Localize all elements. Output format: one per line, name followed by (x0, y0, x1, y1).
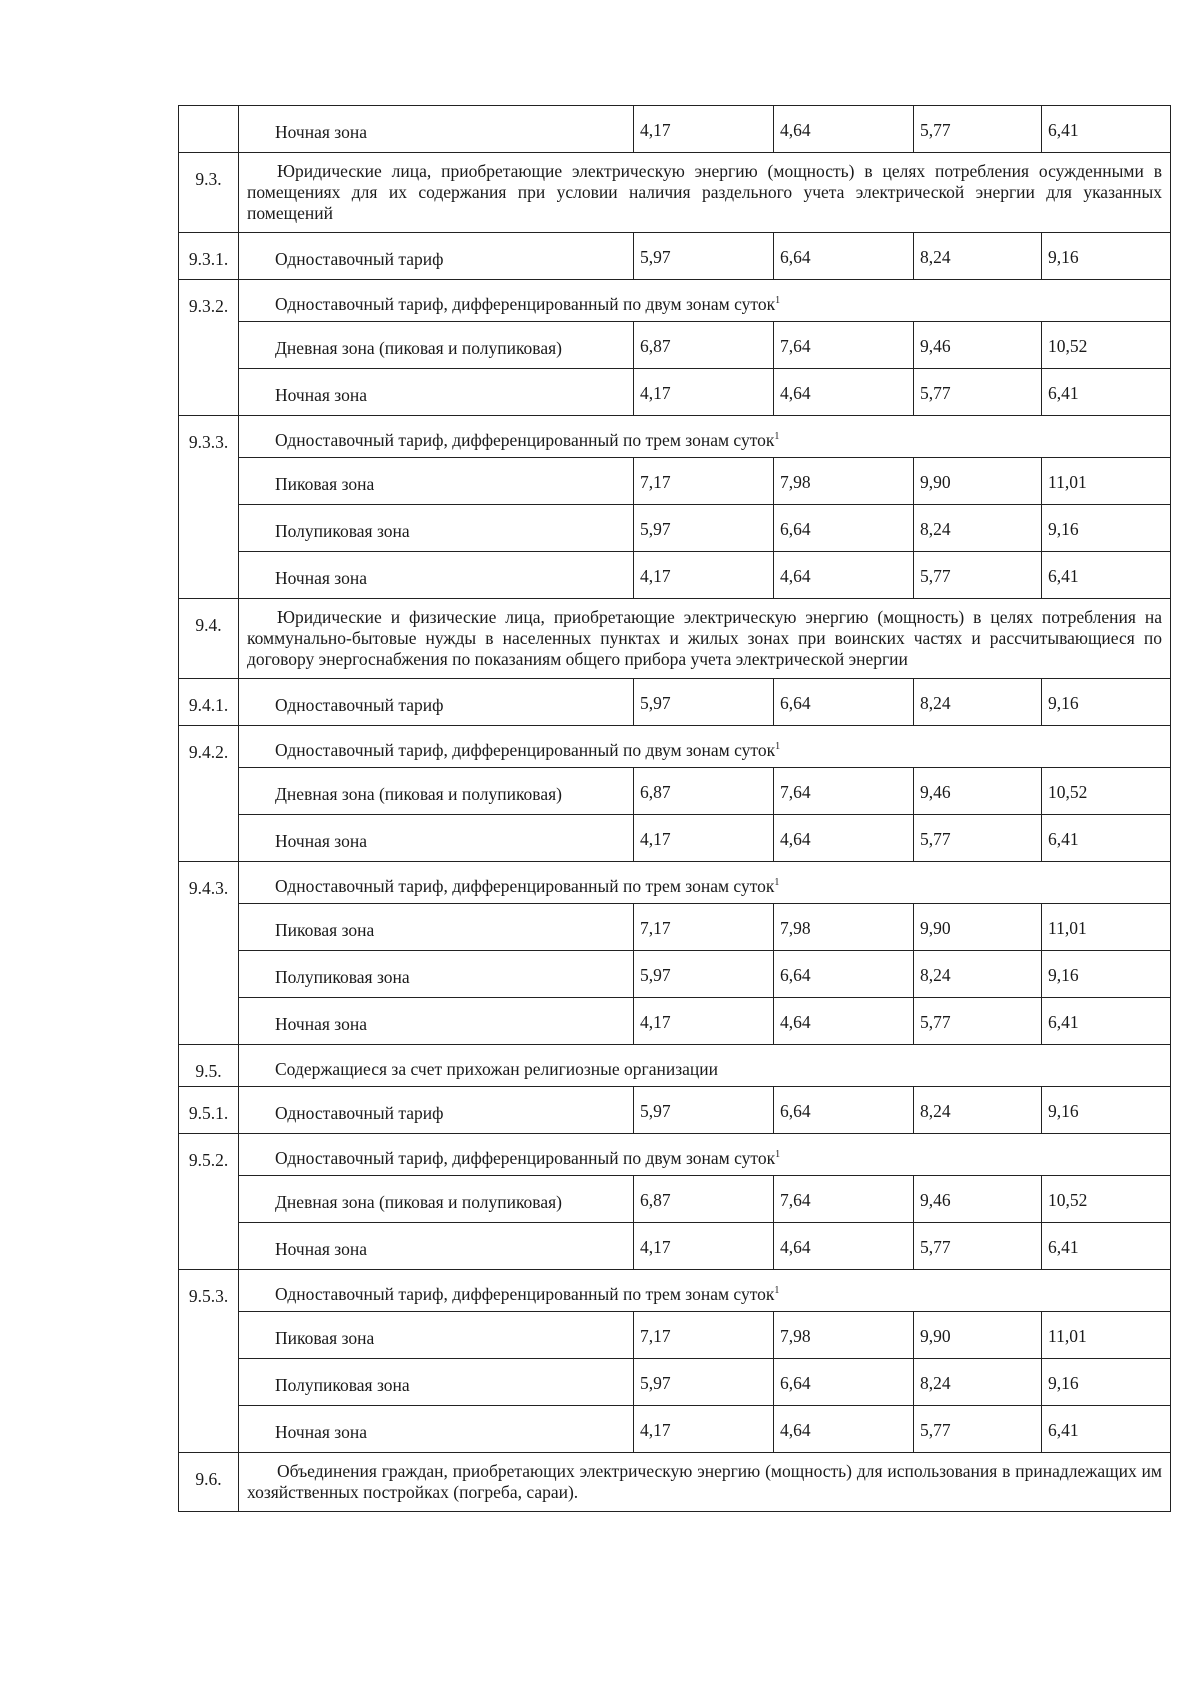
tariff-name: Одноставочный тариф (239, 679, 634, 726)
tariff-name: Ночная зона (239, 369, 634, 416)
tariff-value: 8,24 (914, 1087, 1042, 1134)
tariff-name: Ночная зона (239, 815, 634, 862)
tariff-value: 9,16 (1042, 233, 1171, 280)
tariff-value: 6,87 (634, 768, 774, 815)
table-row (179, 233, 1171, 280)
table-row (179, 458, 1171, 505)
table-row (179, 726, 1171, 768)
tariff-value: 9,16 (1042, 1359, 1171, 1406)
tariff-value: 6,87 (634, 1176, 774, 1223)
table-row (179, 1406, 1171, 1453)
tariff-value: 7,98 (774, 904, 914, 951)
tariff-name: Ночная зона (239, 1223, 634, 1270)
table-row (179, 679, 1171, 726)
tariff-name: Ночная зона (239, 106, 634, 153)
heading-text: Одноставочный тариф, дифференцированный по трем зонам суток (275, 430, 775, 450)
tariff-value: 4,64 (774, 1406, 914, 1453)
heading-text: Юридические лица, приобретающие электрическую энергию (мощность) в целях потребления осужденными в помещениях для их содержания при условии наличия раздельного учета электрической энергии для указанных помещений (247, 161, 1162, 223)
tariff-value: 4,17 (634, 1223, 774, 1270)
tariff-value: 5,97 (634, 1087, 774, 1134)
tariff-name: Полупиковая зона (239, 505, 634, 552)
table-row (179, 416, 1171, 458)
row-number: 9.3. (179, 153, 239, 233)
footnote-marker: 1 (775, 741, 781, 752)
tariff-value: 6,41 (1042, 106, 1171, 153)
tariff-value: 5,77 (914, 1223, 1042, 1270)
tariff-value: 4,64 (774, 1223, 914, 1270)
tariff-value: 6,64 (774, 679, 914, 726)
row-number: 9.5.3. (179, 1270, 239, 1453)
tariff-subheading (239, 416, 1171, 458)
tariff-subheading (239, 862, 1171, 904)
table-row (179, 1045, 1171, 1087)
table-row (179, 768, 1171, 815)
heading-text: Одноставочный тариф, дифференцированный по двум зонам суток (275, 294, 776, 314)
table-row (179, 322, 1171, 369)
tariff-subheading (239, 726, 1171, 768)
tariff-table-body (179, 106, 1171, 1512)
table-row (179, 1223, 1171, 1270)
tariff-value: 6,41 (1042, 369, 1171, 416)
tariff-value: 5,77 (914, 369, 1042, 416)
tariff-value: 5,97 (634, 1359, 774, 1406)
tariff-value: 4,17 (634, 815, 774, 862)
tariff-value: 7,98 (774, 458, 914, 505)
tariff-value: 7,64 (774, 322, 914, 369)
tariff-value: 5,77 (914, 1406, 1042, 1453)
tariff-name: Полупиковая зона (239, 951, 634, 998)
tariff-value: 7,64 (774, 768, 914, 815)
tariff-value: 4,17 (634, 369, 774, 416)
tariff-value: 9,46 (914, 1176, 1042, 1223)
tariff-value: 6,41 (1042, 998, 1171, 1045)
tariff-value: 7,17 (634, 904, 774, 951)
tariff-value: 4,17 (634, 998, 774, 1045)
tariff-value: 9,90 (914, 1312, 1042, 1359)
row-number: 9.4.2. (179, 726, 239, 862)
row-number: 9.4. (179, 599, 239, 679)
tariff-value: 6,87 (634, 322, 774, 369)
tariff-value: 11,01 (1042, 904, 1171, 951)
tariff-value: 9,16 (1042, 1087, 1171, 1134)
tariff-value: 5,77 (914, 998, 1042, 1045)
table-row (179, 998, 1171, 1045)
row-number: 9.4.3. (179, 862, 239, 1045)
tariff-value: 4,64 (774, 552, 914, 599)
tariff-value: 7,64 (774, 1176, 914, 1223)
table-row (179, 815, 1171, 862)
heading-text: Одноставочный тариф, дифференцированный по двум зонам суток (275, 1148, 776, 1168)
tariff-value: 7,17 (634, 1312, 774, 1359)
tariff-value: 8,24 (914, 233, 1042, 280)
table-row (179, 369, 1171, 416)
tariff-name: Дневная зона (пиковая и полупиковая) (239, 768, 634, 815)
heading-text: Юридические и физические лица, приобретающие электрическую энергию (мощность) в целях потребления на коммунально-бытовые нужды в населенных пунктах и жилых зонах при воинских частях и рассчитывающиеся по договору энергоснабжения по показаниям общего прибора учета электрической энергии (247, 607, 1162, 669)
tariff-value: 10,52 (1042, 768, 1171, 815)
tariff-value: 4,64 (774, 815, 914, 862)
tariff-value: 5,77 (914, 106, 1042, 153)
tariff-table (178, 105, 1171, 1512)
tariff-value: 6,41 (1042, 1406, 1171, 1453)
tariff-value: 8,24 (914, 679, 1042, 726)
row-number: 9.6. (179, 1453, 239, 1512)
tariff-value: 9,46 (914, 322, 1042, 369)
heading-text: Содержащиеся за счет прихожан религиозные организации (275, 1059, 719, 1079)
tariff-subheading (239, 280, 1171, 322)
tariff-value: 4,17 (634, 106, 774, 153)
tariff-value: 6,64 (774, 1359, 914, 1406)
tariff-value: 4,64 (774, 369, 914, 416)
tariff-name: Полупиковая зона (239, 1359, 634, 1406)
tariff-value: 6,64 (774, 233, 914, 280)
table-row (179, 904, 1171, 951)
tariff-value: 8,24 (914, 951, 1042, 998)
tariff-value: 6,41 (1042, 1223, 1171, 1270)
table-row (179, 505, 1171, 552)
tariff-name: Пиковая зона (239, 458, 634, 505)
table-row (179, 153, 1171, 233)
row-number: 9.5. (179, 1045, 239, 1087)
table-row (179, 280, 1171, 322)
tariff-value: 6,41 (1042, 815, 1171, 862)
tariff-value: 11,01 (1042, 458, 1171, 505)
table-row (179, 599, 1171, 679)
tariff-value: 4,17 (634, 1406, 774, 1453)
tariff-value: 7,17 (634, 458, 774, 505)
tariff-value: 6,41 (1042, 552, 1171, 599)
tariff-value: 9,46 (914, 768, 1042, 815)
document-page (178, 105, 1170, 1512)
category-description (239, 599, 1171, 679)
tariff-value: 9,16 (1042, 505, 1171, 552)
table-row (179, 552, 1171, 599)
footnote-marker: 1 (775, 295, 781, 306)
footnote-marker: 1 (774, 1285, 780, 1296)
row-number (179, 106, 239, 153)
footnote-marker: 1 (775, 1149, 781, 1160)
tariff-value: 4,64 (774, 106, 914, 153)
row-number: 9.4.1. (179, 679, 239, 726)
row-number: 9.5.2. (179, 1134, 239, 1270)
tariff-value: 6,64 (774, 505, 914, 552)
tariff-value: 4,17 (634, 552, 774, 599)
table-row (179, 1134, 1171, 1176)
row-number: 9.3.2. (179, 280, 239, 416)
tariff-value: 8,24 (914, 505, 1042, 552)
table-row (179, 1176, 1171, 1223)
tariff-subheading (239, 1270, 1171, 1312)
heading-text: Одноставочный тариф, дифференцированный по двум зонам суток (275, 740, 776, 760)
heading-text: Одноставочный тариф, дифференцированный по трем зонам суток (275, 1284, 775, 1304)
tariff-name: Дневная зона (пиковая и полупиковая) (239, 322, 634, 369)
table-row (179, 1359, 1171, 1406)
tariff-value: 10,52 (1042, 322, 1171, 369)
tariff-name: Дневная зона (пиковая и полупиковая) (239, 1176, 634, 1223)
table-row (179, 106, 1171, 153)
tariff-subheading (239, 1045, 1171, 1087)
tariff-value: 5,77 (914, 815, 1042, 862)
category-description (239, 153, 1171, 233)
footnote-marker: 1 (774, 431, 780, 442)
tariff-subheading (239, 1134, 1171, 1176)
tariff-name: Ночная зона (239, 998, 634, 1045)
table-row (179, 1087, 1171, 1134)
tariff-value: 5,97 (634, 505, 774, 552)
footnote-marker: 1 (774, 877, 780, 888)
tariff-name: Пиковая зона (239, 1312, 634, 1359)
tariff-name: Ночная зона (239, 552, 634, 599)
tariff-value: 5,97 (634, 679, 774, 726)
tariff-value: 6,64 (774, 1087, 914, 1134)
tariff-value: 9,16 (1042, 679, 1171, 726)
category-description (239, 1453, 1171, 1512)
row-number: 9.3.1. (179, 233, 239, 280)
tariff-value: 9,16 (1042, 951, 1171, 998)
heading-text: Объединения граждан, приобретающих электрическую энергию (мощность) для использования в принадлежащих им хозяйственных постройках (погреба, сараи). (247, 1461, 1162, 1502)
tariff-value: 9,90 (914, 458, 1042, 505)
tariff-name: Ночная зона (239, 1406, 634, 1453)
tariff-value: 9,90 (914, 904, 1042, 951)
table-row (179, 951, 1171, 998)
tariff-value: 10,52 (1042, 1176, 1171, 1223)
tariff-value: 4,64 (774, 998, 914, 1045)
table-row (179, 1453, 1171, 1512)
row-number: 9.3.3. (179, 416, 239, 599)
tariff-name: Одноставочный тариф (239, 233, 634, 280)
tariff-value: 5,77 (914, 552, 1042, 599)
tariff-value: 5,97 (634, 233, 774, 280)
heading-text: Одноставочный тариф, дифференцированный по трем зонам суток (275, 876, 775, 896)
tariff-name: Одноставочный тариф (239, 1087, 634, 1134)
table-row (179, 1312, 1171, 1359)
row-number: 9.5.1. (179, 1087, 239, 1134)
tariff-value: 7,98 (774, 1312, 914, 1359)
tariff-value: 8,24 (914, 1359, 1042, 1406)
tariff-value: 11,01 (1042, 1312, 1171, 1359)
table-row (179, 862, 1171, 904)
tariff-value: 5,97 (634, 951, 774, 998)
table-row (179, 1270, 1171, 1312)
tariff-name: Пиковая зона (239, 904, 634, 951)
tariff-value: 6,64 (774, 951, 914, 998)
